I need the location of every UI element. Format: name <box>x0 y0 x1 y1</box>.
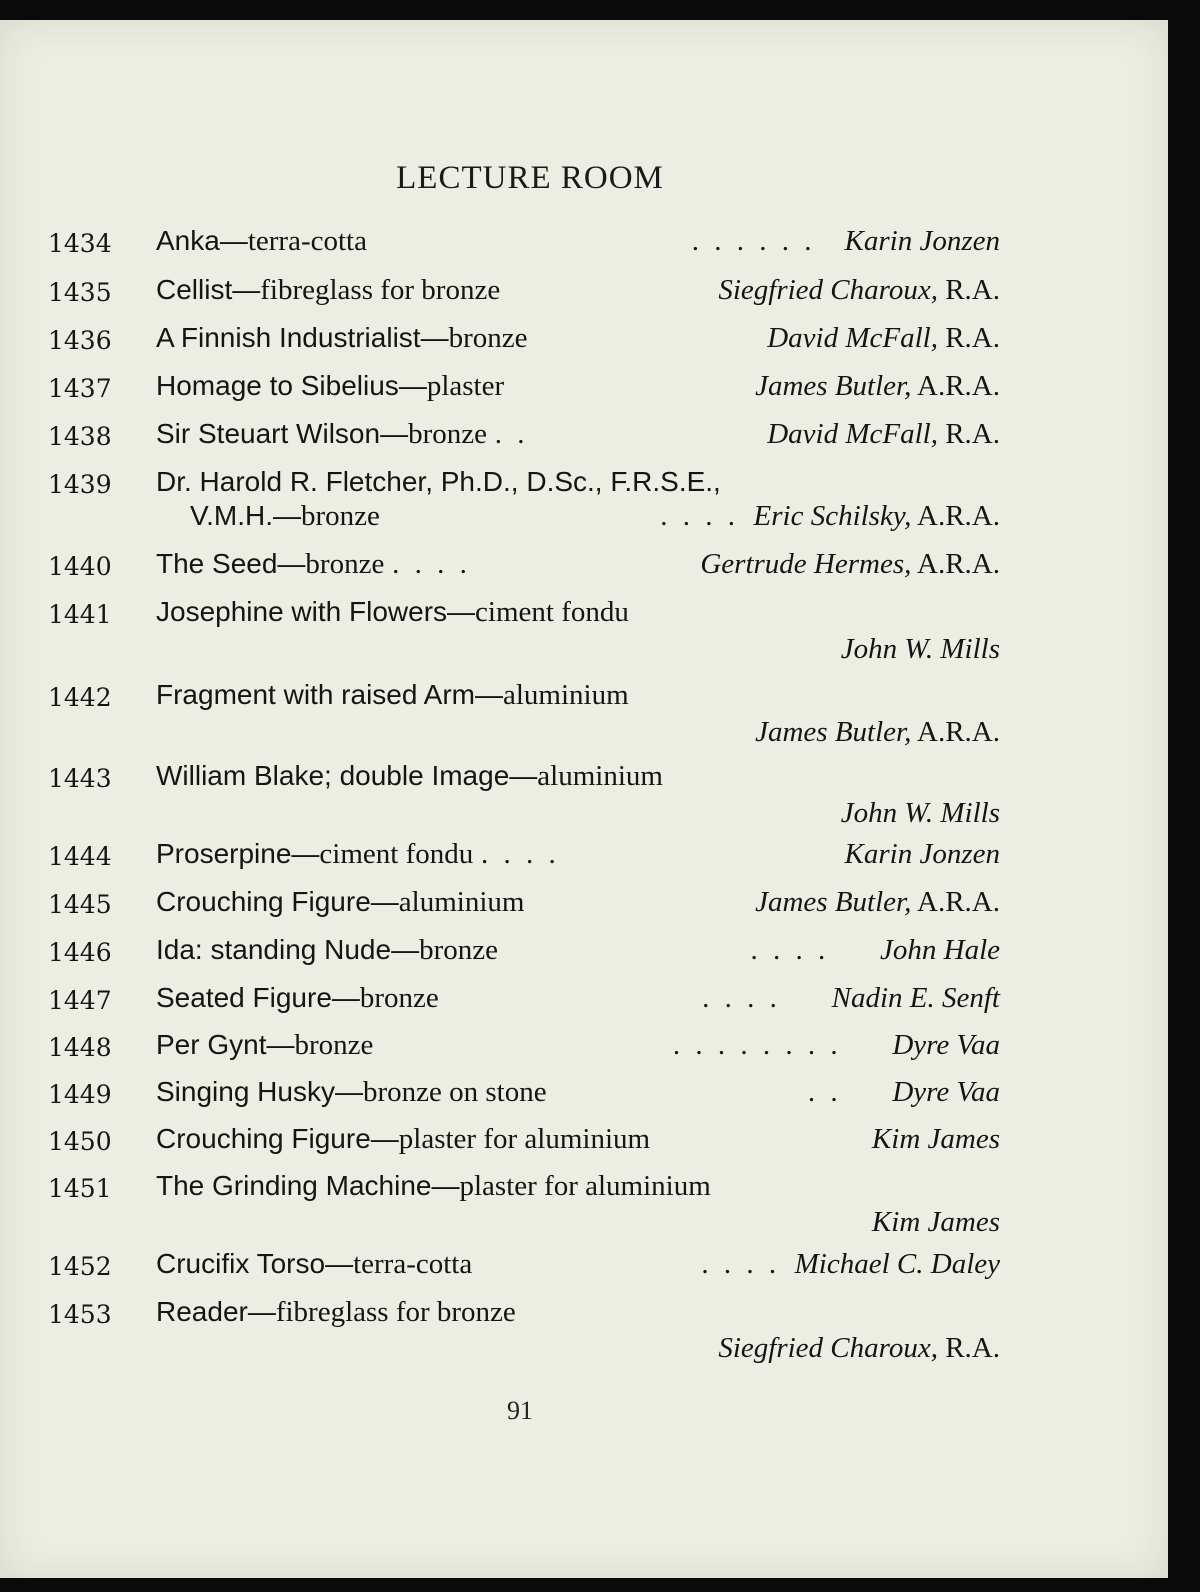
entry-artist: Dyre Vaa <box>892 1029 1000 1061</box>
entry-title: Fragment with raised Arm <box>156 679 475 710</box>
list-item <box>0 1029 1168 1069</box>
entry-suffix: R.A. <box>945 1332 1000 1364</box>
entry-medium: aluminium <box>503 679 629 711</box>
entry-number: 1440 <box>48 552 112 581</box>
list-item <box>0 982 1168 1022</box>
entry-title: The Grinding Machine <box>156 1170 432 1201</box>
entry-title-line: Proserpine—ciment fondu . . . . <box>156 838 560 870</box>
entry-title: A Finnish Industrialist <box>156 322 421 353</box>
entry-number: 1435 <box>48 278 112 307</box>
list-item <box>0 934 1168 974</box>
entry-title: Crucifix Torso <box>156 1248 326 1279</box>
entry-number: 1451 <box>48 1174 112 1203</box>
entry-title-line: Anka—terra-cotta <box>156 225 367 257</box>
entry-title: William Blake; double Image <box>156 760 510 791</box>
entry-artist-line <box>845 838 1000 871</box>
entry-medium: plaster for aluminium <box>459 1170 711 1202</box>
leader-dots: . . . . <box>392 548 471 580</box>
entry-artist-line <box>841 633 1000 666</box>
entry-artist-line <box>751 934 1001 967</box>
entry-number: 1449 <box>48 1080 112 1109</box>
entry-title-line: V.M.H.—bronze <box>190 500 380 532</box>
entry-medium: bronze <box>408 418 487 450</box>
entry-artist-line <box>755 370 1000 403</box>
list-item <box>0 466 1168 546</box>
entry-medium: bronze on stone <box>362 1076 547 1108</box>
leader-dots: . . . . <box>660 500 740 532</box>
entry-title-line: Josephine with Flowers—ciment fondu <box>156 596 629 628</box>
entry-title-line: Cellist—fibreglass for bronze <box>156 274 501 306</box>
entry-suffix: A.R.A. <box>917 716 1000 748</box>
entry-title-line: Homage to Sibelius—plaster <box>156 370 505 402</box>
leader-dots: . . . . <box>702 982 781 1014</box>
entry-artist-line <box>767 322 1000 355</box>
page-number: 91 <box>507 1396 533 1425</box>
entry-title-line: Crouching Figure—plaster for aluminium <box>156 1123 651 1155</box>
list-item <box>0 838 1168 878</box>
entry-medium: bronze <box>359 982 439 1014</box>
entry-title: Crouching Figure <box>156 1123 371 1154</box>
list-item <box>0 1123 1168 1163</box>
entry-medium: bronze <box>419 934 498 966</box>
list-item <box>0 886 1168 926</box>
entry-title-continued: V.M.H. <box>190 500 273 531</box>
entry-suffix: R.A. <box>945 274 1000 306</box>
entry-artist: James Butler, <box>755 370 912 402</box>
entry-artist: Karin Jonzen <box>844 225 1000 257</box>
leader-dots: . . . . . . . . <box>672 1029 842 1061</box>
entry-title-line: The Seed—bronze . . . . <box>156 548 471 580</box>
entry-artist: Michael C. Daley <box>794 1248 1000 1280</box>
list-item <box>0 1296 1168 1376</box>
entry-medium: terra-cotta <box>353 1248 473 1280</box>
entry-medium: aluminium <box>537 760 663 792</box>
entry-artist: Siegfried Charoux, <box>718 274 938 306</box>
entry-title: Per Gynt <box>156 1029 267 1060</box>
list-item <box>0 322 1168 362</box>
entry-artist-line <box>872 1206 1000 1239</box>
entry-suffix: A.R.A. <box>917 500 1000 532</box>
entry-medium: fibreglass for bronze <box>275 1296 516 1328</box>
entry-title-line: Crucifix Torso—terra-cotta <box>156 1248 473 1280</box>
entry-number: 1452 <box>48 1252 112 1281</box>
entry-title-line: Ida: standing Nude—bronze <box>156 934 498 966</box>
list-item <box>0 225 1168 265</box>
entry-title: Seated Figure <box>156 982 332 1013</box>
entry-number: 1446 <box>48 938 112 967</box>
entry-artist-line <box>767 418 1000 451</box>
entry-artist: John Hale <box>880 934 1000 966</box>
entry-artist: James Butler, <box>755 716 912 748</box>
entry-title-line: Per Gynt—bronze <box>156 1029 374 1061</box>
entry-suffix: A.R.A. <box>917 548 1000 580</box>
entry-medium: ciment fondu <box>475 596 629 628</box>
entry-medium: aluminium <box>398 886 525 918</box>
list-item <box>0 370 1168 410</box>
entry-title: Crouching Figure <box>156 886 371 917</box>
entry-suffix: A.R.A. <box>917 370 1000 402</box>
entry-title-line: William Blake; double Image—aluminium <box>156 760 663 792</box>
list-item <box>0 679 1168 759</box>
entry-artist-line <box>808 1076 1000 1109</box>
entry-number: 1443 <box>48 764 112 793</box>
entry-title-line: Sir Steuart Wilson—bronze . . <box>156 418 529 450</box>
entry-artist-line <box>718 274 1000 307</box>
entry-artist: Siegfried Charoux, <box>718 1332 938 1364</box>
catalogue-page <box>0 20 1168 1578</box>
leader-dots: . . <box>494 418 529 450</box>
entry-artist: Nadin E. Senft <box>831 982 1000 1014</box>
entry-artist-line <box>702 982 1000 1015</box>
entry-title: Anka <box>156 225 220 256</box>
entry-artist: Dyre Vaa <box>892 1076 1000 1108</box>
entry-artist: Eric Schilsky, <box>753 500 912 532</box>
entry-title: Ida: standing Nude <box>156 934 392 965</box>
entry-suffix: R.A. <box>945 322 1000 354</box>
entry-artist: John W. Mills <box>840 633 1000 665</box>
entry-artist: Kim James <box>871 1123 1000 1155</box>
entry-artist-line <box>841 797 1000 830</box>
entry-artist: John W. Mills <box>840 797 1000 829</box>
entry-title: Reader <box>156 1296 248 1327</box>
entry-artist: David McFall, <box>767 322 938 354</box>
entry-number: 1437 <box>48 374 112 403</box>
entry-title: Dr. Harold R. Fletcher, Ph.D., D.Sc., F.R.S.E., <box>156 466 721 497</box>
list-item <box>0 1170 1168 1250</box>
entry-title-line: Reader—fibreglass for bronze <box>156 1296 516 1328</box>
entry-title: Homage to Sibelius <box>156 370 399 401</box>
list-item <box>0 274 1168 314</box>
entry-title: Josephine with Flowers <box>156 596 448 627</box>
entry-artist-line <box>718 1332 1000 1365</box>
entry-title: Singing Husky <box>156 1076 335 1107</box>
leader-dots: . . . . <box>750 934 830 966</box>
entry-number: 1439 <box>48 470 112 499</box>
entry-title: The Seed <box>156 548 278 579</box>
entry-medium: ciment fondu <box>319 838 474 870</box>
entry-artist-line <box>673 1029 1000 1062</box>
entry-artist-line <box>692 225 1000 258</box>
entry-medium: fibreglass for bronze <box>260 274 501 306</box>
entry-number: 1442 <box>48 683 112 712</box>
list-item <box>0 1248 1168 1288</box>
entry-medium: bronze <box>448 322 528 354</box>
entry-title-line: Fragment with raised Arm—aluminium <box>156 679 629 711</box>
entry-number: 1453 <box>48 1300 112 1329</box>
entry-medium: terra-cotta <box>247 225 367 257</box>
entry-number: 1445 <box>48 890 112 919</box>
entry-artist-line <box>700 548 1000 581</box>
entry-number: 1450 <box>48 1127 112 1156</box>
list-item <box>0 548 1168 588</box>
entry-suffix: R.A. <box>945 418 1000 450</box>
entry-number: 1448 <box>48 1033 112 1062</box>
entry-number: 1434 <box>48 229 112 258</box>
entry-number: 1436 <box>48 326 112 355</box>
entry-title-line: Singing Husky—bronze on stone <box>156 1076 547 1108</box>
list-item <box>0 418 1168 458</box>
entry-artist: David McFall, <box>767 418 938 450</box>
entry-artist: James Butler, <box>755 886 912 918</box>
entry-title: Proserpine <box>156 838 292 869</box>
entry-artist-line <box>755 716 1000 749</box>
list-item <box>0 596 1168 676</box>
entry-medium: bronze <box>301 500 380 532</box>
leader-dots: . . . . . . <box>691 225 816 257</box>
entry-medium: plaster for aluminium <box>398 1123 651 1155</box>
entry-title: Cellist <box>156 274 233 305</box>
entry-medium: bronze <box>294 1029 374 1061</box>
entry-artist-line <box>872 1123 1000 1156</box>
entry-artist: Kim James <box>871 1206 1000 1238</box>
list-item <box>0 760 1168 840</box>
entry-artist-line <box>660 500 1000 533</box>
entry-artist: Gertrude Hermes, <box>700 548 912 580</box>
entry-medium: plaster <box>426 370 505 402</box>
entry-artist-line <box>701 1248 1000 1281</box>
entry-number: 1444 <box>48 842 112 871</box>
leader-dots: . . <box>807 1076 842 1108</box>
entry-title-line: A Finnish Industrialist—bronze <box>156 322 528 354</box>
entry-artist-line <box>755 886 1000 919</box>
leader-dots: . . . . <box>701 1248 781 1280</box>
entry-suffix: A.R.A. <box>917 886 1000 918</box>
entry-number: 1438 <box>48 422 112 451</box>
entry-medium: bronze <box>305 548 385 580</box>
entry-title-line: Crouching Figure—aluminium <box>156 886 525 918</box>
entry-title-line: The Grinding Machine—plaster for aluminium <box>156 1170 711 1202</box>
list-item <box>0 1076 1168 1116</box>
entry-title: Sir Steuart Wilson <box>156 418 381 449</box>
page-title: LECTURE ROOM <box>396 160 664 196</box>
leader-dots: . . . . <box>481 838 560 870</box>
entry-number: 1441 <box>48 600 112 629</box>
entry-title-line: Seated Figure—bronze <box>156 982 439 1014</box>
entry-artist: Karin Jonzen <box>844 838 1000 870</box>
entry-number: 1447 <box>48 986 112 1015</box>
